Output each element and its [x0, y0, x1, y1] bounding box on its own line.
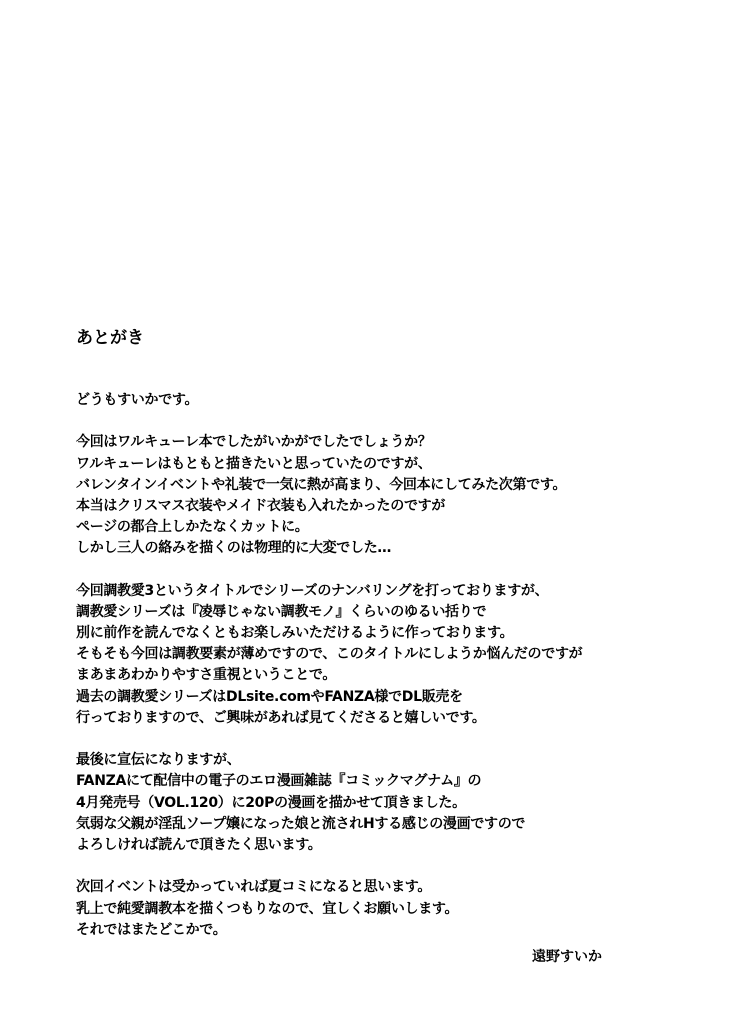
- text-line: そもそも今回は調教要素が薄めですので、このタイトルにしようか悩んだのですが: [76, 646, 583, 663]
- text-line: ページの都合上しかたなくカットに。: [76, 519, 309, 536]
- author-signature: 遠野すいか: [532, 949, 602, 965]
- text-line: 行っておりますので、ご興味があれば見てくださると嬉しいです。: [76, 709, 486, 726]
- paragraph-series: [76, 581, 676, 729]
- text-line: 調教愛シリーズは『凌辱じゃない調教モノ』くらいのゆるい括りで: [76, 603, 487, 620]
- text-line: 別に前作を読んでなくともお楽しみいただけるように作っております。: [76, 625, 514, 642]
- text-line: 最後に宣伝になりますが、: [76, 752, 241, 769]
- text-line: 今回はワルキューレ本でしたがいかがでしたでしょうか？: [76, 434, 432, 451]
- text-line: どうもすいかです。: [76, 392, 199, 408]
- text-line: ワルキューレはもともと描きたいと思っていたのですが、: [76, 455, 432, 472]
- afterword-title: あとがき: [76, 328, 144, 348]
- text-line: 気弱な父親が淫乱ソープ嬢になった娘と流されHする感じの漫画ですので: [76, 815, 526, 832]
- text-line: バレンタインイベントや礼装で一気に熱が高まり、今回本にしてみた次第です。: [76, 476, 567, 493]
- text-line: 次回イベントは受かっていれば夏コミになると思います。: [76, 879, 432, 896]
- text-line: よろしければ読んで頂きたく思います。: [76, 836, 322, 853]
- text-line: まあまあわかりやすさ重視ということで。: [76, 667, 337, 684]
- paragraph-valkyrie: [76, 432, 676, 559]
- text-line: 本当はクリスマス衣装やメイド衣装も入れたかったのですが: [76, 497, 446, 514]
- text-line: それではまたどこかで。: [76, 921, 227, 938]
- text-line: 4月発売号（VOL.120）に20Pの漫画を描かせて頂きました。: [76, 794, 466, 811]
- paragraph-greeting: [76, 390, 676, 411]
- text-line: しかし三人の絡みを描くのは物理的に大変でした…: [76, 540, 392, 557]
- afterword-body: [76, 390, 676, 962]
- paragraph-promotion: [76, 750, 676, 856]
- text-line: 乳上で純愛調教本を描くつもりなので、宜しくお願いします。: [76, 900, 459, 917]
- text-line: FANZAにて配信中の電子のエロ漫画雑誌『コミックマグナム』の: [76, 773, 482, 790]
- text-line: 今回調教愛3というタイトルでシリーズのナンバリングを打っておりますが、: [76, 582, 549, 599]
- paragraph-next-event: [76, 877, 676, 941]
- text-line: 過去の調教愛シリーズはDLsite.comやFANZA様でDL販売を: [76, 688, 463, 705]
